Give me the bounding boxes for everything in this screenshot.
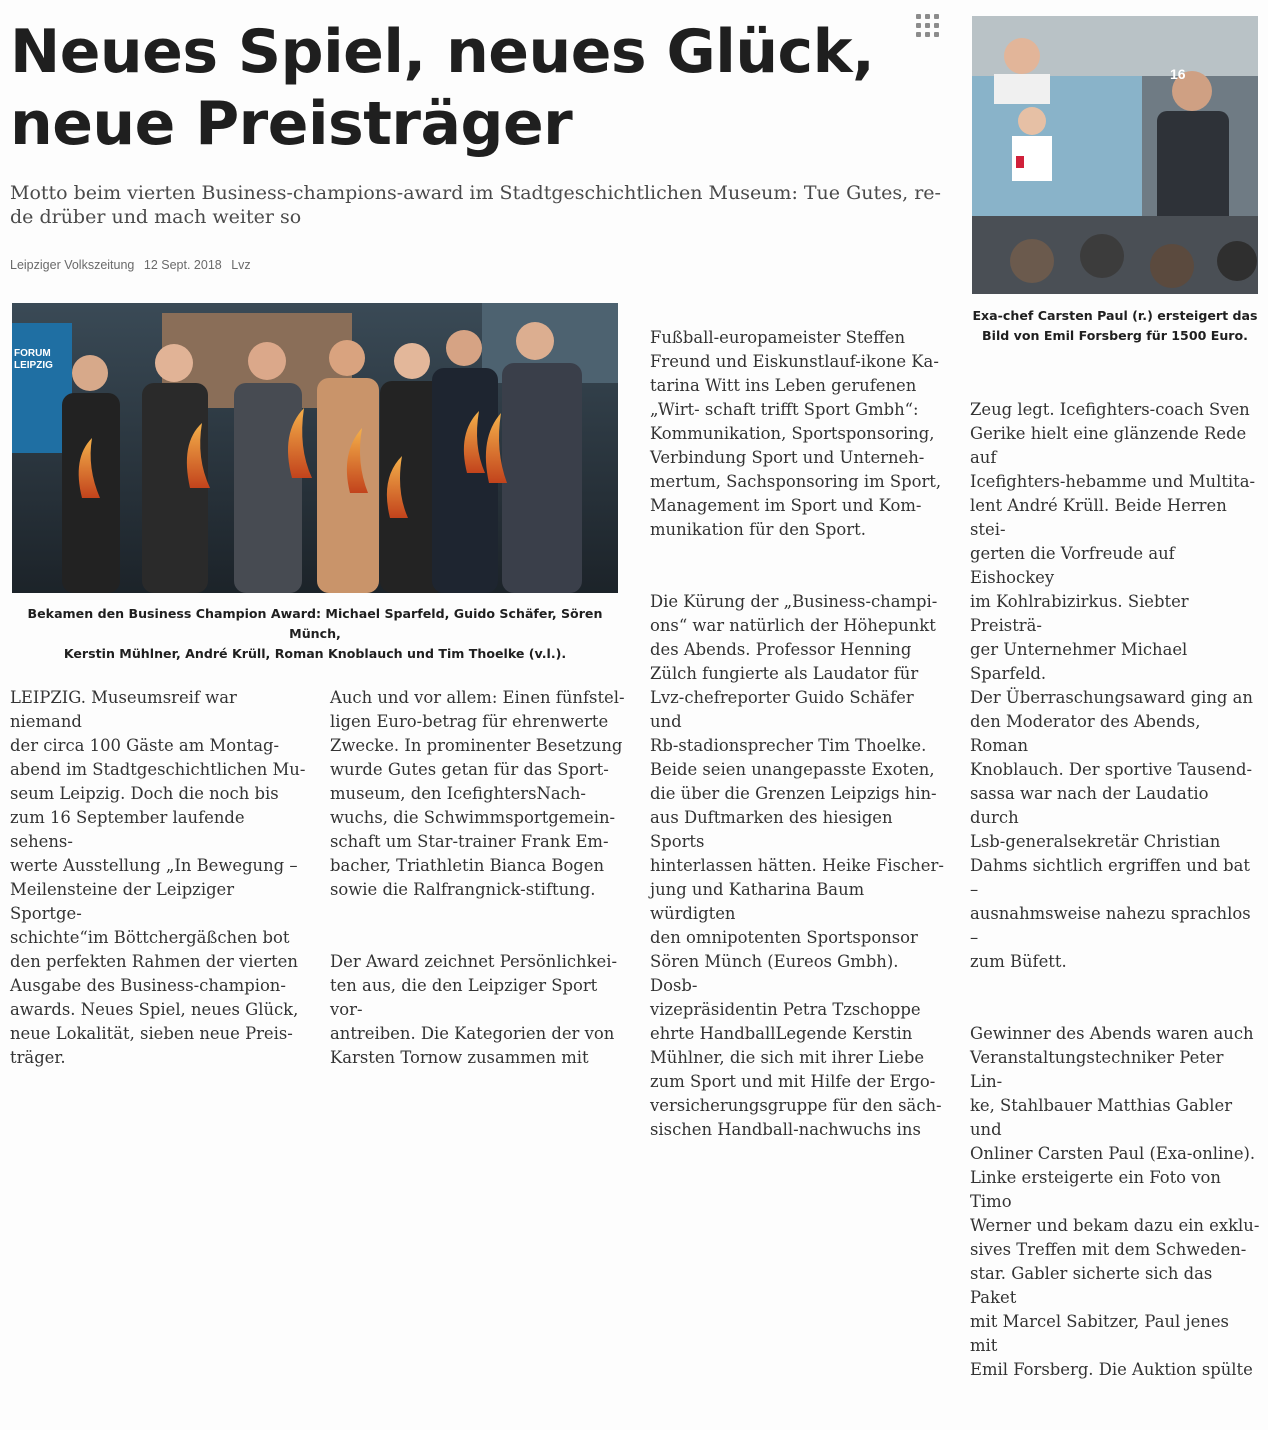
- article-column-1: [10, 662, 310, 1118]
- grip-dots-icon[interactable]: [916, 14, 940, 38]
- paragraph: Auch und vor allem: Einen fünfstel- ligen Euro-betrag für ehrenwerte Zwecke. In prominenter Besetzung wurde Gutes getan für das Sport- museum, den IcefightersNach- wuchs, die Schwimmsportgemein- schaft um Star-trainer Frank Em- bacher, Triathletin Bianca Bogen sowie die Ralfrangnick-stiftung.: [330, 688, 625, 899]
- award-group-photo: [12, 303, 618, 593]
- article-subtitle: Motto beim vierten Business-champions-award im Stadtgeschichtlichen Museum: Tue Gutes, re- de drüber und mach weiter so: [10, 182, 941, 228]
- paragraph: LEIPZIG. Museumsreif war niemand der circa 100 Gäste am Montag- abend im Stadtgeschichtlichen Mu- seum Leipzig. Doch die noch bis zum 16 September laufende sehens- werte Ausstellung „In Bewegung – Meilensteine der Leipziger Sportge- schichte“im Böttchergäßchen bot den perfekten Rahmen der vierten Ausgabe des Business-champion- awards. Neues Spiel, neues Glück, neue Lokalität, sieben neue Preis- träger.: [10, 688, 306, 1067]
- paragraph: Die Kürung der „Business-champi- ons“ war natürlich der Höhepunkt des Abends. Professor Henning Zülch fungierte als Laudator für Lvz-chefreporter Guido Schäfer und Rb-stadionsprecher Tim Thoelke. Beide seien unangepasste Exoten, die über die Grenzen Leipzigs hin- aus Duftmarken des hiesigen Sports hinterlassen hätten. Heike Fischer- jung und Katharina Baum würdigten den omnipotenten Sportsponsor Sören Münch (Eureos Gmbh). Dosb- vizepräsidentin Petra Tzschoppe ehrte HandballLegende Kerstin Mühlner, die sich mit ihrer Liebe zum Sport und mit Hilfe der Ergo- versicherungsgruppe für den säch- sischen Handball-nachwuchs ins: [650, 592, 944, 1139]
- article-headline: Neues Spiel, neues Glück, neue Preisträger: [10, 17, 875, 159]
- paragraph: Zeug legt. Icefighters-coach Sven Gerike hielt eine glänzende Rede auf Icefighters-hebamme und Multita- lent André Krüll. Beide Herren stei- gerten die Vorfreude auf Eishockey im Kohlrabizirkus. Siebter Preisträ- ger Unternehmer Michael Sparfeld. Der Überraschungsaward ging an den Moderator des Abends, Roman Knoblauch. Der sportive Tausend- sassa war nach der Laudatio durch Lsb-generalsekretär Christian Dahms sichtlich ergriffen und bat – ausnahmsweise nahezu sprachlos – zum Büfett.: [970, 400, 1256, 971]
- paragraph: Der Award zeichnet Persönlichkei- ten aus, die den Leipziger Sport vor- antreiben. Die Kategorien der von Karsten Tornow zusammen mit: [330, 952, 617, 1067]
- article-column-4: [970, 374, 1260, 1430]
- paragraph: Fußball-europameister Steffen Freund und Eiskunstlauf-ikone Ka- tarina Witt ins Leben gerufenen „Wirt- schaft trifft Sport Gmbh“: Kommunikation, Sportsponsoring, Verbindung Sport und Unterneh- mertum, Sachsponsoring im Sport, Management im Sport und Kom- munikation für den Sport.: [650, 328, 942, 539]
- forum-leipzig-sign: FORUM LEIPZIG: [14, 348, 53, 371]
- article-column-3: [650, 302, 950, 1190]
- display-number: 16: [1170, 66, 1186, 82]
- article-column-2: [330, 662, 630, 1118]
- source-tag: Lvz: [231, 258, 251, 272]
- article-meta: [10, 258, 257, 272]
- source-name: Leipziger Volkszeitung: [10, 258, 135, 272]
- auction-photo: [972, 16, 1258, 294]
- side-photo-caption: Exa-chef Carsten Paul (r.) ersteigert das Bild von Emil Forsberg für 1500 Euro.: [972, 308, 1258, 343]
- paragraph: Gewinner des Abends waren auch Veranstaltungstechniker Peter Lin- ke, Stahlbauer Matthias Gabler und Onliner Carsten Paul (Exa-online). Linke ersteigerte ein Foto von Timo Werner und bekam dazu ein exklu- sives Treffen mit dem Schweden- star. Gabler sicherte sich das Paket mit Marcel Sabitzer, Paul jenes mit Emil Forsberg. Die Auktion spülte: [970, 1024, 1260, 1379]
- main-photo-caption: Bekamen den Business Champion Award: Michael Sparfeld, Guido Schäfer, Sören Münch, Kerstin Mühlner, André Krüll, Roman Knoblauch und Tim Thoelke (v.l.).: [27, 606, 603, 661]
- publish-date: 12 Sept. 2018: [143, 258, 222, 272]
